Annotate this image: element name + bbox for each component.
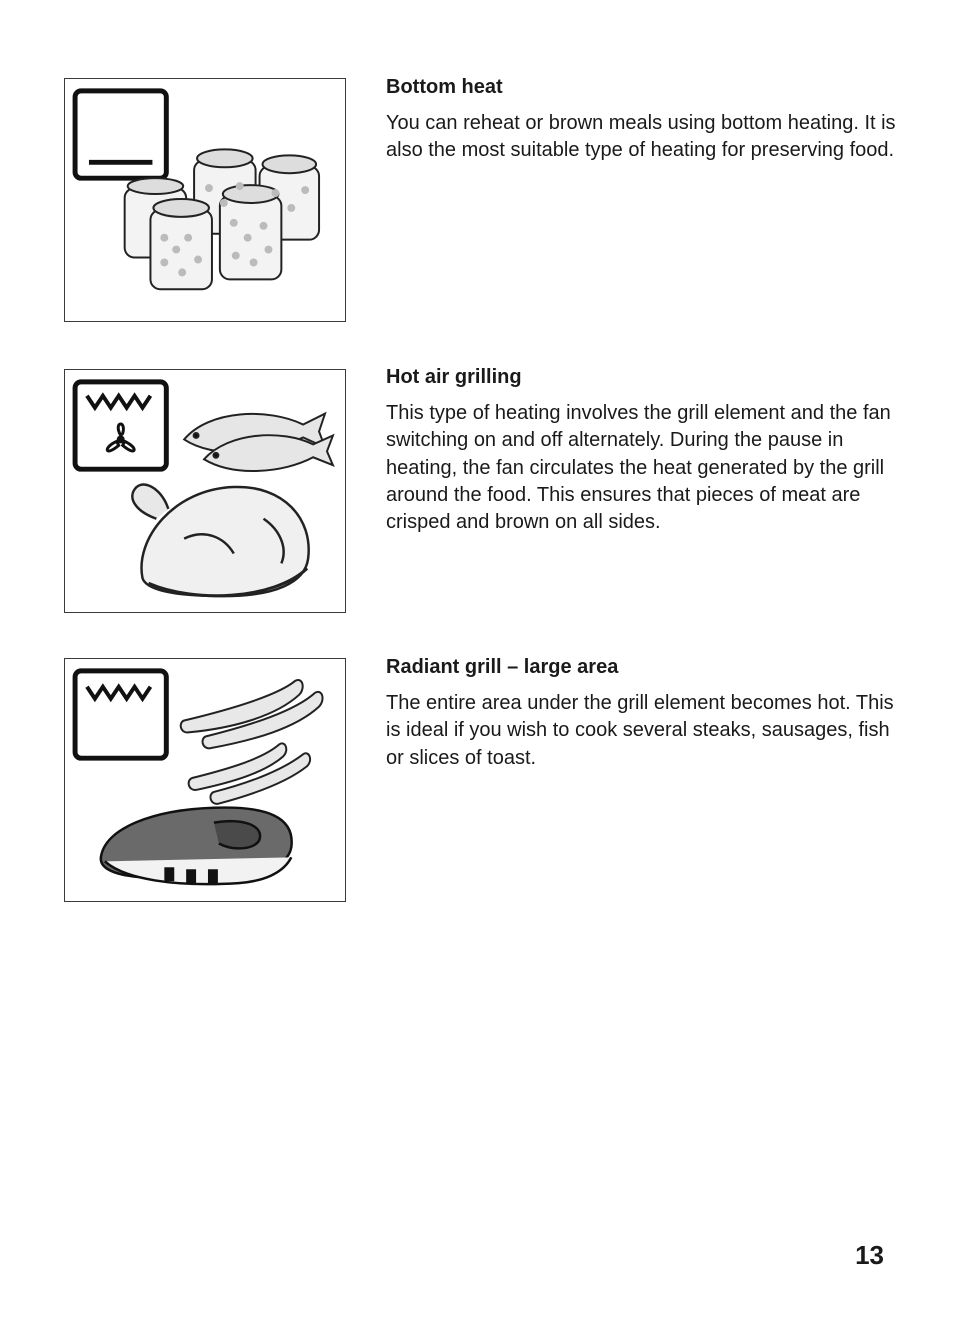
section-heading: Radiant grill – large area xyxy=(386,656,619,678)
section-heading: Bottom heat xyxy=(386,76,503,98)
roast-chicken-icon xyxy=(132,485,308,597)
radiant-grill-text xyxy=(386,654,896,772)
fish-icon xyxy=(184,414,333,471)
hot-air-grill-symbol-icon xyxy=(75,382,166,469)
section-body: You can reheat or brown meals using bottom heating. It is also the most suitable type of heating for preserving food. xyxy=(386,112,896,162)
section-body: This type of heating involves the grill element and the fan switching on and off alternately. During the pause in heating, the fan circulates the heat generated by the grill around the food. This ensures that pieces of meat are crisped and brown on all sides. xyxy=(386,402,891,534)
section-body: The entire area under the grill element becomes hot. This is ideal if you wish to cook several steaks, sausages, fish or slices of toast. xyxy=(386,692,894,769)
bottom-heat-illustration xyxy=(64,78,346,322)
hot-air-grilling-text xyxy=(386,364,896,536)
section-heading: Hot air grilling xyxy=(386,366,522,388)
bottom-heat-text xyxy=(386,74,896,165)
radiant-grill-illustration xyxy=(64,658,346,902)
bottom-heat-symbol-icon xyxy=(75,91,166,178)
page-number: 13 xyxy=(855,1240,884,1270)
sausages-icon xyxy=(181,680,323,804)
preserving-jars-icon xyxy=(125,149,319,289)
radiant-grill-symbol-icon xyxy=(75,671,166,758)
hot-air-grilling-illustration xyxy=(64,369,346,613)
steak-icon xyxy=(101,808,292,885)
